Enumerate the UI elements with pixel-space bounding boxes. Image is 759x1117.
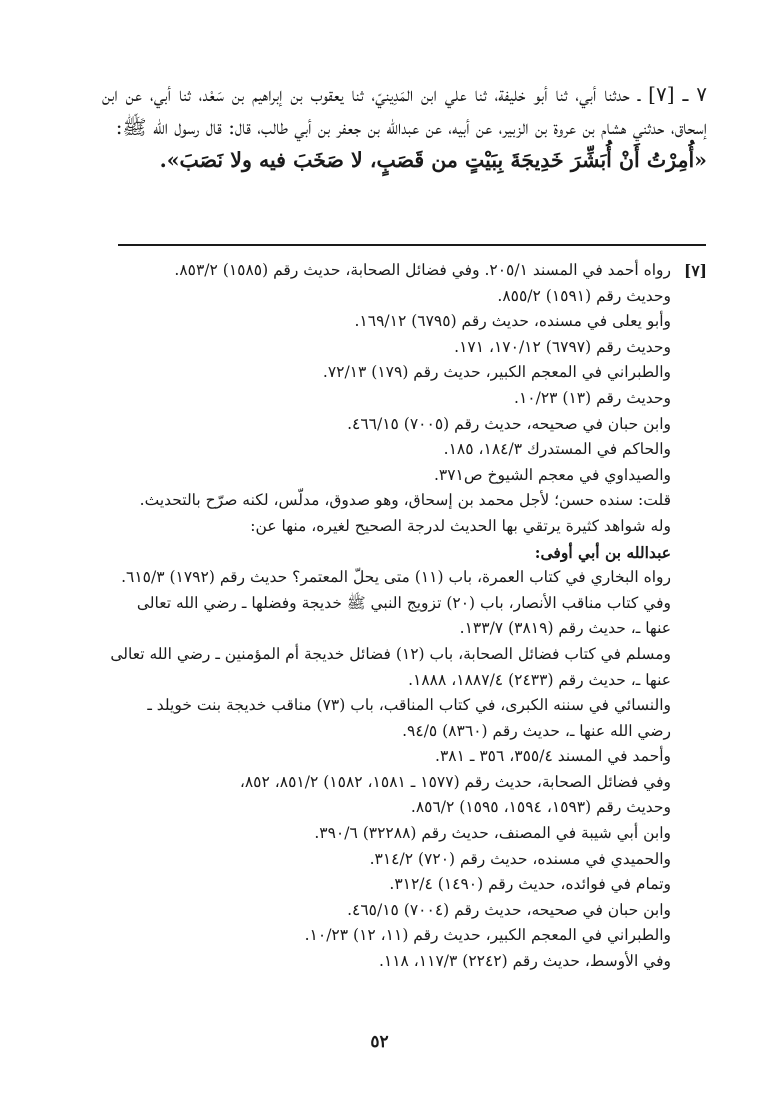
- footnote-body: [110, 258, 671, 975]
- footnote-ref: [٧]: [683, 261, 707, 280]
- footnote-line: والحميدي في مسنده، حديث رقم (٧٢٠) ٣١٤/٢.: [369, 849, 671, 868]
- footnote-line: وفي فضائل الصحابة، حديث رقم (١٥٧٧ ـ ١٥٨١، ١٥٨٢) ٨٥١/٢، ٨٥٢،: [239, 772, 671, 791]
- hadith-text: «أُمِرْتُ أَنْ أُبَشِّرَ خَدِيجَةَ بِبَيْتٍ من قَصَبٍ، لا صَخَبَ فيه ولا نَصَبَ».: [159, 148, 707, 172]
- footnote-line: والنسائي في سننه الكبرى، في كتاب المناقب، باب (٧٣) مناقب خديجة بنت خويلد ـ رضي الله عنها ـ، حديث رقم (٨٣٦٠) ٩٤/٥.: [147, 696, 671, 740]
- footnote-line: وحديث رقم (٦٧٩٧) ١٧٠/١٢، ١٧١.: [454, 337, 671, 356]
- footnote-line: قلت: سنده حسن؛ لأجل محمد بن إسحاق، وهو صدوق، مدلّس، لكنه صرّح بالتحديث.: [139, 491, 671, 510]
- footnote-line: وأحمد في المسند ٣٥٥/٤، ٣٥٦ ـ ٣٨١.: [435, 747, 671, 766]
- footnote-line: وحديث رقم (١٥٩١) ٨٥٥/٢.: [497, 286, 671, 305]
- footnote-line: والصيداوي في معجم الشيوخ ص٣٧١.: [433, 465, 671, 484]
- footnote-line: وابن حبان في صحيحه، حديث رقم (٧٠٠٥) ٤٦٦/١٥.: [347, 414, 671, 433]
- footnote-line: وفي كتاب مناقب الأنصار، باب (٢٠) تزويج النبي ﷺ خديجة وفضلها ـ رضي الله تعالى عنها ـ، حديث رقم (٣٨١٩) ١٣٣/٧.: [136, 593, 671, 638]
- footnote-line: رواه أحمد في المسند ٢٠٥/١. وفي فضائل الصحابة، حديث رقم (١٥٨٥) ٨٥٣/٢.: [174, 261, 671, 279]
- footnote-subheading: عبدالله بن أبي أوفى:: [534, 542, 671, 562]
- footnote-line: والطبراني في المعجم الكبير، حديث رقم (١١، ١٢) ١٠/٢٣.: [304, 926, 671, 945]
- footnote-line: وابن أبي شيبة في المصنف، حديث رقم (٣٢٢٨٨) ٣٩٠/٦.: [314, 824, 671, 843]
- footnote-7: [110, 258, 707, 975]
- footnote-line: رواه البخاري في كتاب العمرة، باب (١١) متى يحلّ المعتمر؟ حديث رقم (١٧٩٢) ٦١٥/٣.: [121, 568, 671, 587]
- main-text: [102, 78, 707, 177]
- footnote-line: وأبو يعلى في مسنده، حديث رقم (٦٧٩٥) ١٦٩/١٢.: [354, 312, 671, 331]
- page-number: ٥٢: [370, 1032, 389, 1052]
- footnote-line: ومسلم في كتاب فضائل الصحابة، باب (١٢) فضائل خديجة أم المؤمنين ـ رضي الله تعالى عنها ـ، حديث رقم (٢٤٣٣) ١٨٨٧/٤، ١٨٨٨.: [110, 644, 671, 689]
- footnote-divider: [118, 244, 706, 246]
- isnad-paragraph: ٧ ـ [٧] ـ حدثنا أبي، ثنا أبو خليفة، ثنا علي ابن المَدِينيّ، ثنا يعقوب بن إبراهيم بن سَعْد، ثنا أبي، عن ابن إسحاق، حدثني هشام بن عروة بن الزبير، عن أبيه، عن عبدالله بن جعفر بن أبي طالب، قال: قال رسول الله ﷺ:: [102, 82, 707, 139]
- footnote-line: والحاكم في المستدرك ١٨٤/٣، ١٨٥.: [443, 440, 671, 459]
- footnote-line: وحديث رقم (١٣) ١٠/٢٣.: [514, 388, 671, 407]
- footnote-line: وتمام في فوائده، حديث رقم (١٤٩٠) ٣١٢/٤.: [389, 875, 671, 894]
- footnote-line: وفي الأوسط، حديث رقم (٢٢٤٢) ١١٧/٣، ١١٨.: [378, 952, 671, 971]
- footnote-line: وله شواهد كثيرة يرتقي بها الحديث لدرجة الصحيح لغيره، منها عن:: [250, 516, 671, 535]
- footnotes: [110, 258, 707, 975]
- footnote-line: وابن حبان في صحيحه، حديث رقم (٧٠٠٤) ٤٦٥/١٥.: [347, 900, 671, 919]
- footnote-line: وحديث رقم (١٥٩٣، ١٥٩٤، ١٥٩٥) ٨٥٦/٢.: [410, 798, 671, 817]
- footnote-line: والطبراني في المعجم الكبير، حديث رقم (١٧٩) ٧٢/١٣.: [322, 363, 671, 382]
